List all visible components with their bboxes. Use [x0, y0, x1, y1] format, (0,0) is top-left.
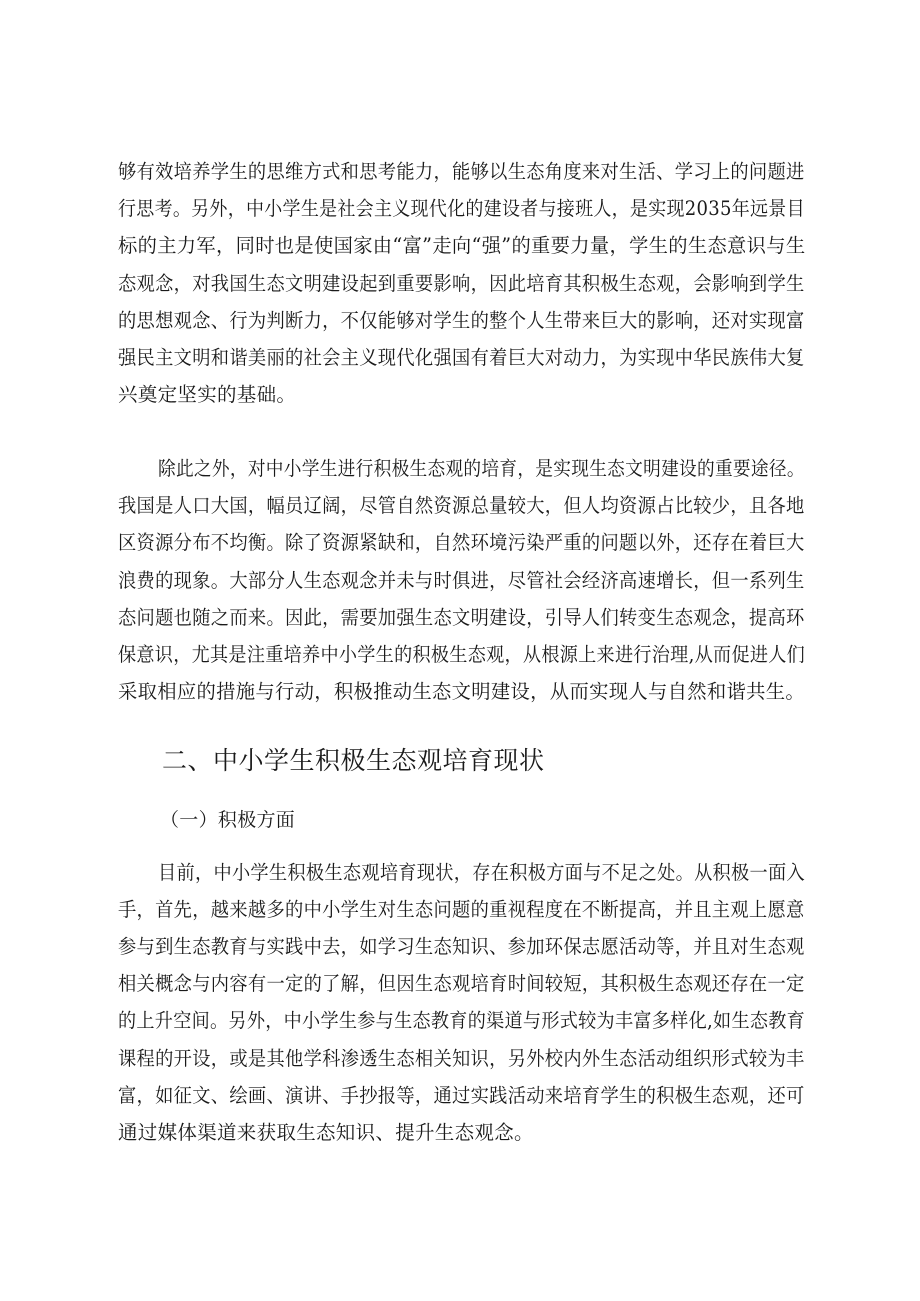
paragraph-line: 态问题也随之而来。因此，需要加强生态文明建设，引导人们转变生态观念，提高环 [118, 606, 805, 629]
paragraph-line: 相关概念与内容有一定的了解，但因生态观培育时间较短，其积极生态观还存在一定 [118, 972, 805, 995]
paragraph-line: 通过媒体渠道来获取生态知识、提升生态观念。 [118, 1121, 534, 1144]
section-heading: 二、中小学生积极生态观培育现状 [162, 746, 545, 775]
paragraph-line: 标的主力军，同时也是使国家由“富”走向“强”的重要力量，学生的生态意识与生 [118, 234, 806, 257]
paragraph-line: 目前，中小学生积极生态观培育现状，存在积极方面与不足之处。从积极一面入 [158, 861, 805, 884]
paragraph-line: 参与到生态教育与实践中去，如学习生态知识、参加环保志愿活动等，并且对生态观 [118, 935, 805, 958]
paragraph-line: 的上升空间。另外，中小学生参与生态教育的渠道与形式较为丰富多样化,如生态教育 [118, 1009, 806, 1032]
paragraph-line: 课程的开设，或是其他学科渗透生态相关知识，另外校内外生态活动组织形式较为丰 [118, 1047, 805, 1070]
subsection-heading: （一）积极方面 [160, 809, 296, 831]
paragraph-line: 区资源分布不均衡。除了资源紧缺和，自然环境污染严重的问题以外，还存在着巨大 [118, 531, 805, 554]
paragraph-line: 除此之外，对中小学生进行积极生态观的培育，是实现生态文明建设的重要途径。 [158, 457, 805, 480]
paragraph-line: 态观念，对我国生态文明建设起到重要影响，因此培育其积极生态观，会影响到学生 [118, 272, 805, 295]
paragraph-line: 保意识，尤其是注重培养中小学生的积极生态观，从根源上来进行治理,从而促进人们 [118, 643, 806, 666]
paragraph-line: 我国是人口大国，幅员辽阔，尽管自然资源总量较大，但人均资源占比较少，且各地 [118, 494, 805, 517]
paragraph-line: 够有效培养学生的思维方式和思考能力，能够以生态角度来对生活、学习上的问题进 [118, 160, 805, 183]
paragraph-line: 富，如征文、绘画、演讲、手抄报等，通过实践活动来培育学生的积极生态观，还可 [118, 1084, 805, 1107]
paragraph-line: 强民主文明和谐美丽的社会主义现代化强国有着巨大对动力，为实现中华民族伟大复 [118, 346, 805, 369]
paragraph-line: 的思想观念、行为判断力，不仅能够对学生的整个人生带来巨大的影响，还对实现富 [118, 309, 805, 332]
paragraph-line: 行思考。另外，中小学生是社会主义现代化的建设者与接班人，是实现2035年远景目 [118, 197, 805, 220]
paragraph-line: 手，首先，越来越多的中小学生对生态问题的重视程度在不断提高，并且主观上愿意 [118, 898, 805, 921]
paragraph-line: 兴奠定坚实的基础。 [118, 383, 297, 406]
paragraph-line: 采取相应的措施与行动，积极推动生态文明建设，从而实现人与自然和谐共生。 [118, 680, 805, 703]
paragraph-line: 浪费的现象。大部分人生态观念并未与时俱进，尽管社会经济高速增长，但一系列生 [118, 569, 805, 592]
